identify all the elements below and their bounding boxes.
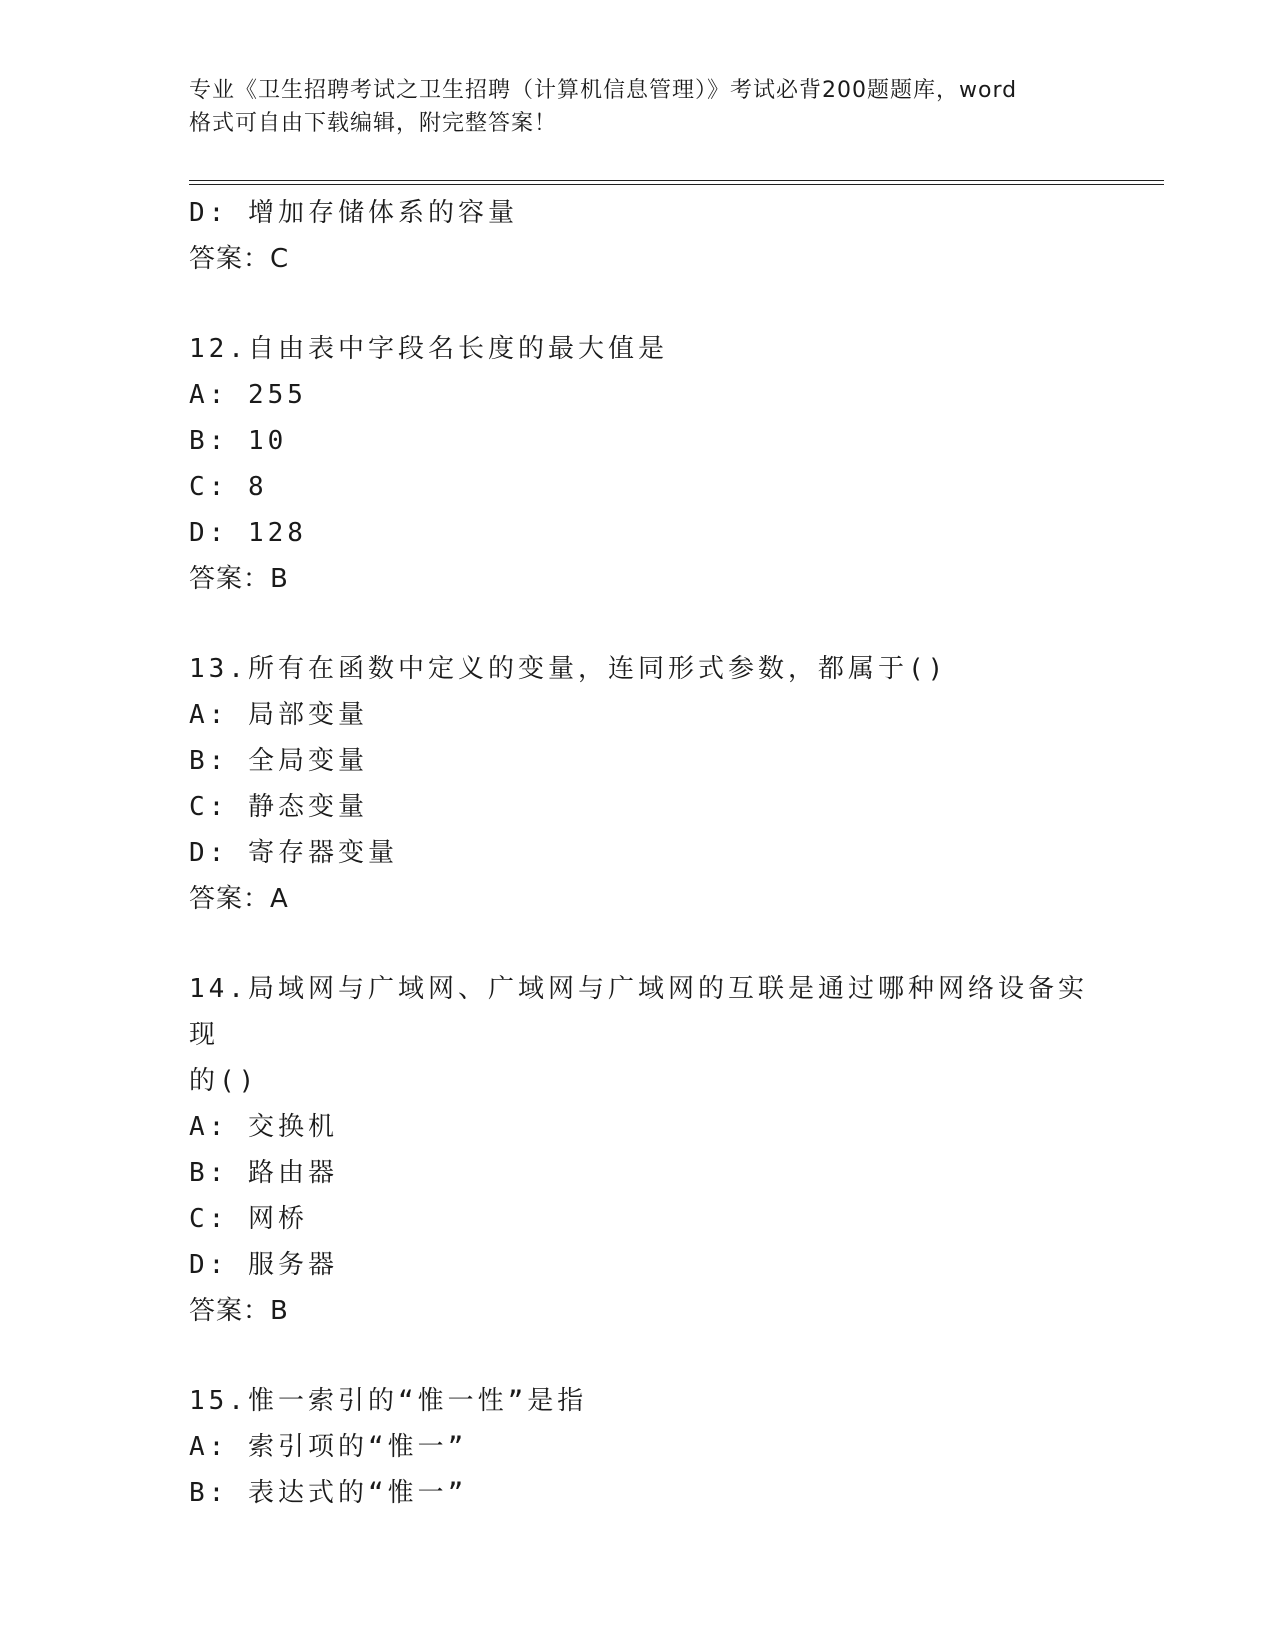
answer-label: 答案：C [189, 244, 290, 274]
question-text: 13.所有在函数中定义的变量，连同形式参数，都属于() [189, 654, 948, 684]
question-text: 12.自由表中字段名长度的最大值是 [189, 334, 668, 364]
option-d: D: 服务器 [189, 1250, 338, 1280]
answer-label: 答案：B [189, 1296, 289, 1326]
option-a: A: 索引项的“惟一” [189, 1432, 468, 1462]
header-divider-bottom [189, 184, 1164, 185]
option-c: C: 网桥 [189, 1204, 308, 1234]
question-12 [189, 326, 1089, 602]
answer-label: 答案：B [189, 564, 289, 594]
question-13 [189, 646, 1089, 922]
option-a: A: 255 [189, 380, 307, 410]
option-d: D: 寄存器变量 [189, 838, 398, 868]
option-a: A: 交换机 [189, 1112, 338, 1142]
option-b: B: 全局变量 [189, 746, 368, 776]
header-title-line-1: 专业《卫生招聘考试之卫生招聘（计算机信息管理）》考试必背200题题库，word [189, 78, 1018, 103]
document-header [189, 74, 1089, 140]
option-d: D: 增加存储体系的容量 [189, 198, 518, 228]
question-text-line-1: 14.局域网与广域网、广域网与广域网的互联是通过哪种网络设备实现 [189, 974, 1088, 1050]
option-b: B: 表达式的“惟一” [189, 1478, 468, 1508]
option-c: C: 静态变量 [189, 792, 368, 822]
option-b: B: 10 [189, 426, 288, 456]
question-text: 15.惟一索引的“惟一性”是指 [189, 1386, 588, 1416]
header-title-line-2: 格式可自由下载编辑，附完整答案！ [189, 111, 558, 136]
option-c: C: 8 [189, 472, 268, 502]
question-14 [189, 966, 1089, 1334]
answer-label: 答案：A [189, 884, 289, 914]
question-15 [189, 1378, 1089, 1516]
option-a: A: 局部变量 [189, 700, 368, 730]
previous-question-fragment [189, 190, 1089, 282]
option-d: D: 128 [189, 518, 307, 548]
question-list [189, 190, 1089, 1516]
option-b: B: 路由器 [189, 1158, 338, 1188]
header-divider-top [189, 180, 1164, 181]
question-text-line-2: 的() [189, 1066, 259, 1096]
